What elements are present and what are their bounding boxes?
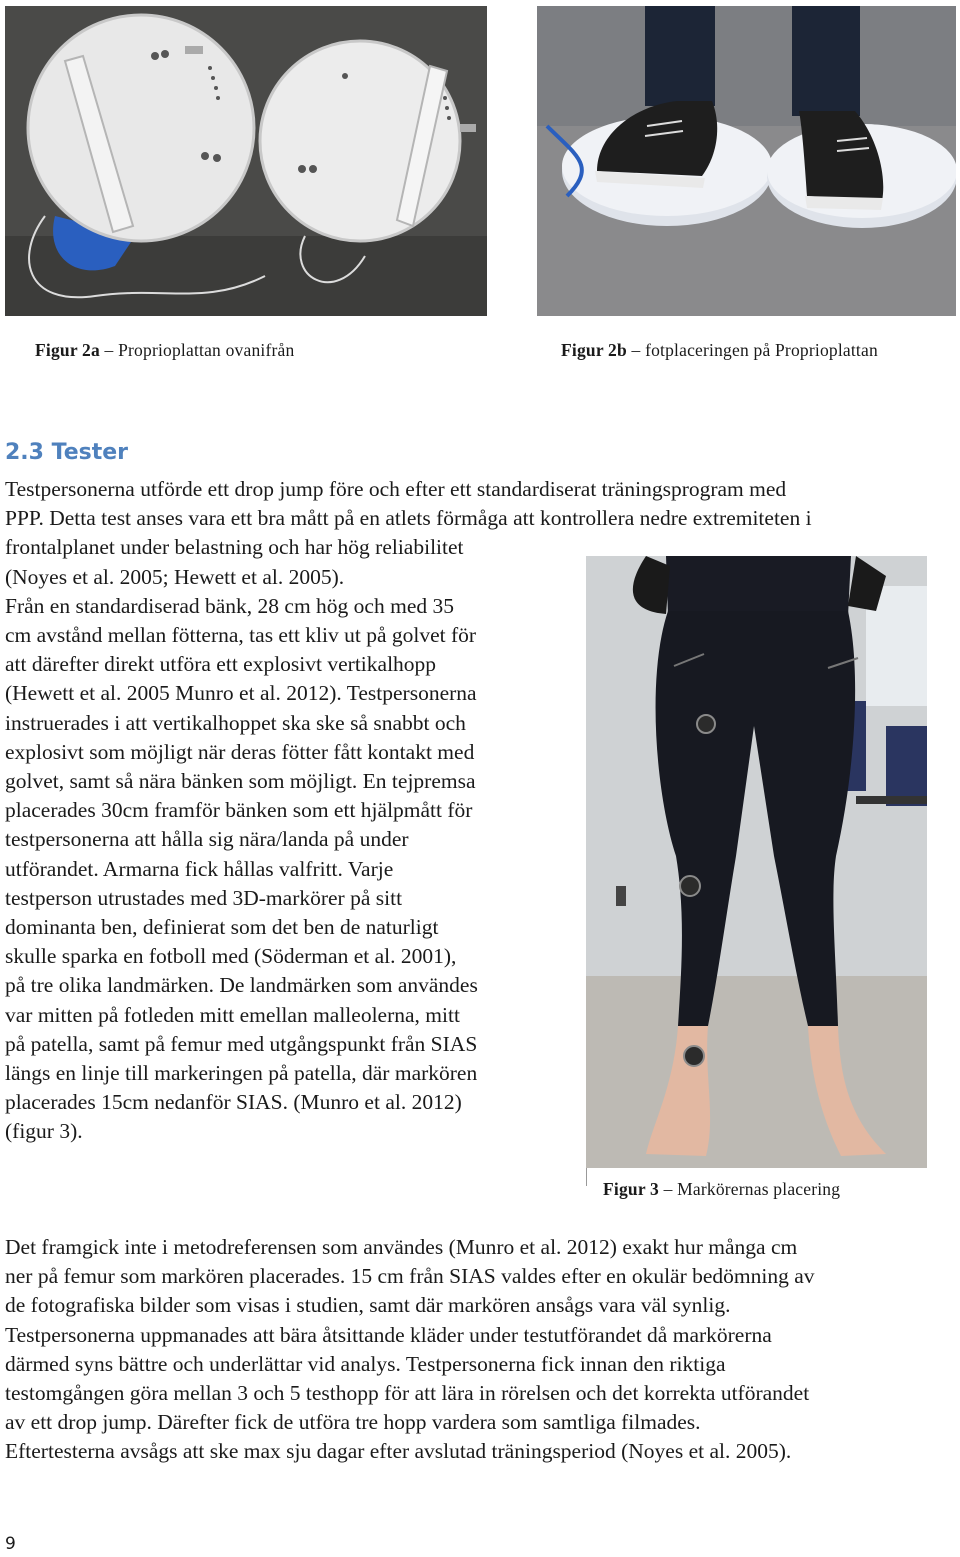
text-line: (Noyes et al. 2005; Hewett et al. 2005). [5, 564, 345, 589]
text-line: Testpersonerna uppmanades att bära åtsittande kläder under testutförandet då markörerna [5, 1322, 772, 1347]
text-line: var mitten på fotleden mitt emellan malleolerna, mitt [5, 1002, 460, 1027]
text-line: golvet, samt så nära bänken som möjligt. En tejpremsa [5, 769, 476, 794]
text-line: (figur 3). [5, 1119, 83, 1144]
page-number: 9 [5, 1534, 16, 1554]
text-line: att därefter direkt utföra ett explosivt vertikalhopp [5, 652, 437, 677]
figure-2b-caption [561, 340, 878, 361]
figure-3-photo [586, 556, 927, 1168]
text-line: av ett drop jump. Därefter fick de utföra tre hopp vardera som samtliga filmades. [5, 1410, 701, 1435]
text-line: testpersonerna att hålla sig nära/landa på under [5, 827, 409, 852]
figure-2b-label: Figur 2b [561, 340, 627, 360]
text-line: därmed syns bättre och underlättar vid analys. Testpersonerna fick innan den riktiga [5, 1351, 726, 1376]
figure-2b-text: fotplaceringen på Proprioplattan [645, 340, 878, 360]
text-line: Testpersonerna utförde ett drop jump före och efter ett standardiserat träningsprogram med [5, 477, 787, 501]
figure-2a-photo [5, 6, 487, 316]
text-line: på patella, samt på femur med utgångspunkt från SIAS [5, 1031, 478, 1056]
text-line: på tre olika landmärken. De landmärken som användes [5, 973, 478, 998]
text-line: instruerades i att vertikalhoppet ska ske så snabbt och [5, 710, 466, 735]
text-line: utförandet. Armarna fick hållas valfritt. Varje [5, 856, 394, 881]
figure-2a-dash: – [104, 340, 114, 360]
figure-2a-caption [35, 340, 294, 361]
text-line: Det framgick inte i metodreferensen som användes (Munro et al. 2012) exakt hur många cm [5, 1235, 798, 1259]
text-line: Från en standardiserad bänk, 28 cm hög och med 35 [5, 593, 454, 618]
text-line: testperson utrustades med 3D-markörer på sitt [5, 885, 403, 910]
text-line: ner på femur som markören placerades. 15 cm från SIAS valdes efter en okulär bedömning av [5, 1264, 815, 1289]
figure-2b-dash: – [631, 340, 641, 360]
text-line: explosivt som möjligt när deras fötter fått kontakt med [5, 739, 475, 764]
figure-3-text: Markörernas placering [677, 1179, 841, 1199]
text-line: placerades 15cm nedanför SIAS. (Munro et al. 2012) [5, 1090, 462, 1115]
text-line: cm avstånd mellan fötterna, tas ett kliv ut på golvet för [5, 623, 477, 648]
section-heading: 2.3 Tester [5, 440, 129, 465]
text-line: längs en linje till markeringen på patella, där markören [5, 1061, 478, 1086]
figure-2a-label: Figur 2a [35, 340, 100, 360]
text-line: dominanta ben, definierat som det ben de naturligt [5, 915, 439, 940]
figure-3-caption [603, 1179, 840, 1200]
text-line: testomgången göra mellan 3 och 5 testhopp för att lära in rörelsen och det korrekta utförandet [5, 1381, 810, 1406]
text-line: (Hewett et al. 2005 Munro et al. 2012). Testpersonerna [5, 681, 477, 706]
figure-3-dash: – [663, 1179, 673, 1199]
text-line: frontalplanet under belastning och har hög reliabilitet [5, 535, 464, 560]
paragraph-2 [5, 1233, 815, 1467]
figure-3-label: Figur 3 [603, 1179, 660, 1199]
figure-2b-photo [537, 6, 956, 316]
text-line: PPP. Detta test anses vara ett bra mått på en atlets förmåga att kontrollera nedre extremiteten i [5, 506, 812, 531]
text-line: placerades 30cm framför bänken som ett hjälpmått för [5, 798, 473, 823]
text-line: skulle sparka en fotboll med (Söderman et al. 2001), [5, 944, 457, 969]
text-line: Eftertesterna avsågs att ske max sju dagar efter avslutad träningsperiod (Noyes et al. 2005). [5, 1439, 792, 1464]
text-line: de fotografiska bilder som visas i studien, samt där markören ansågs vara väl synlig. [5, 1293, 731, 1318]
figure-3-rule [586, 1168, 587, 1186]
figure-2a-text: Proprioplattan ovanifrån [118, 340, 295, 360]
